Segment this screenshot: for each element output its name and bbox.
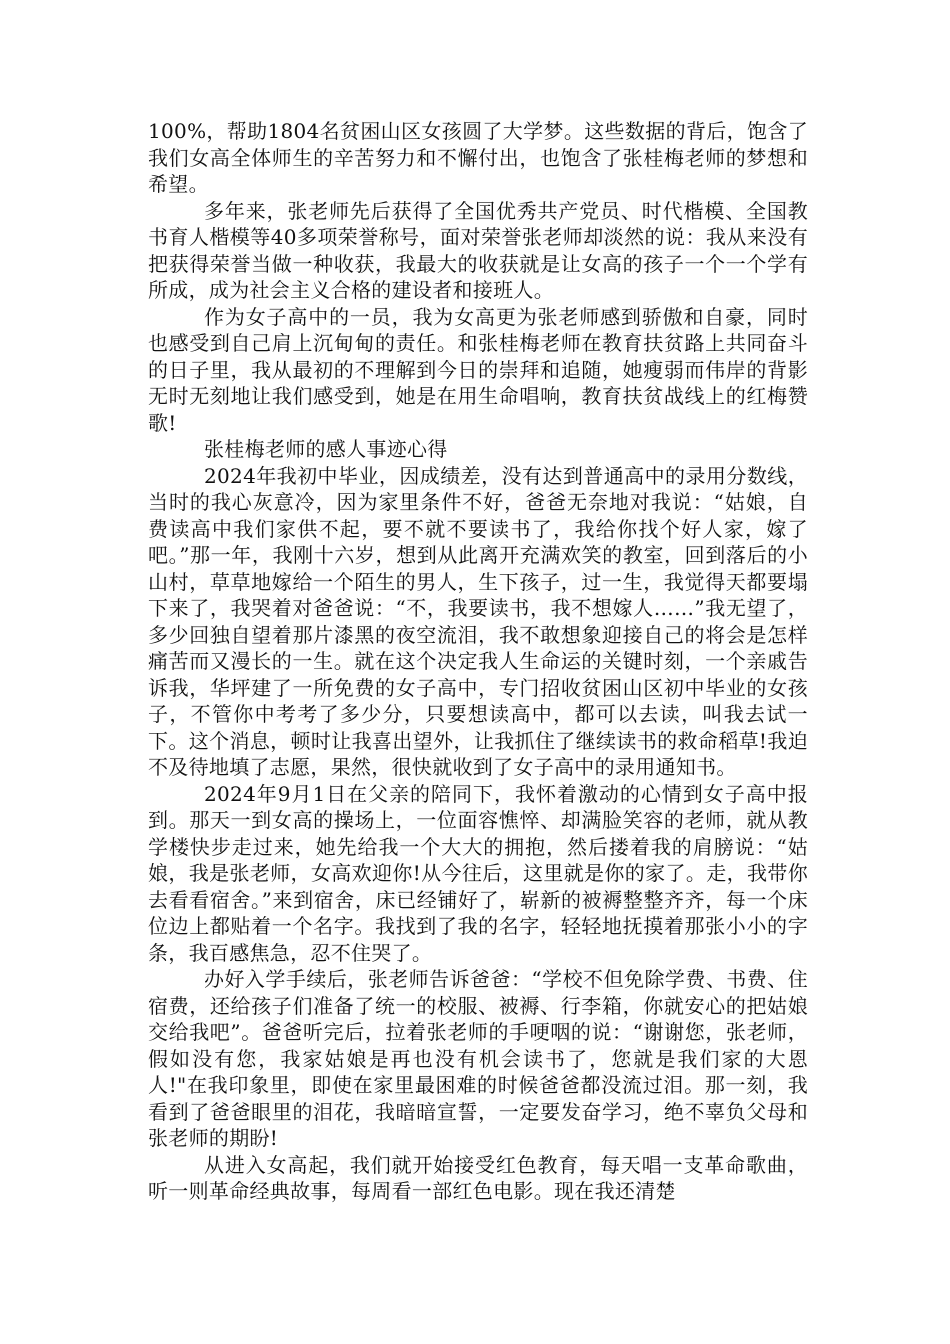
paragraph-red-education: 从进入女高起，我们就开始接受红色教育，每天唱一支革命歌曲，听一则革命经典故事，每周看一部红色电影。现在我还清楚 xyxy=(148,1152,808,1203)
paragraph-honors: 多年来，张老师先后获得了全国优秀共产党员、时代楷模、全国教书育人楷模等40多项荣誉称号，面对荣誉张老师却淡然的说：我从来没有把获得荣誉当做一种收获，我最大的收获就是让女高的孩子一个一个学有所成，成为社会主义合格的建设者和接班人。 xyxy=(148,198,808,302)
paragraph-graduation: 2024年我初中毕业，因成绩差，没有达到普通高中的录用分数线，当时的我心灰意冷，因为家里条件不好，爸爸无奈地对我说：“姑娘，自费读高中我们家供不起，要不就不要读书了，我给你找个好人家，嫁了吧。”那一年，我刚十六岁，想到从此离开充满欢笑的教室，回到落后的小山村，草草地嫁给一个陌生的男人，生下孩子，过一生，我觉得天都要塌下来了，我哭着对爸爸说：“不，我要读书，我不想嫁人……”我无望了，多少回独自望着那片漆黑的夜空流泪，我不敢想象迎接自己的将会是怎样痛苦而又漫长的一生。就在这个决定我人生命运的关键时刻，一个亲戚告诉我，华坪建了一所免费的女子高中，专门招收贫困山区初中毕业的女孩子，不管你中考考了多少分，只要想读高中，都可以去读，叫我去试一下。这个消息，顿时让我喜出望外，让我抓住了继续读书的救命稻草!我迫不及待地填了志愿，果然，很快就收到了女子高中的录用通知书。 xyxy=(148,463,808,779)
paragraph-pride: 作为女子高中的一员，我为女高更为张老师感到骄傲和自豪，同时也感受到自己肩上沉甸甸的责任。和张桂梅老师在教育扶贫路上共同奋斗的日子里，我从最初的不理解到今日的崇拜和追随，她瘦弱而伟岸的背影无时无刻地让我们感受到，她是在用生命唱响，教育扶贫战线上的红梅赞歌! xyxy=(148,304,808,435)
paragraph-enrollment: 2024年9月1日在父亲的陪同下，我怀着激动的心情到女子高中报到。那天一到女高的操场上，一位面容憔悴、却满脸笑容的老师，就从教学楼快步走过来，她先给我一个大大的拥抱，然后搂着我的肩膀说：“姑娘，我是张老师，女高欢迎你!从今往后，这里就是你的家了。走，我带你去看看宿舍。”来到宿舍，床已经铺好了，崭新的被褥整整齐齐，每一个床位边上都贴着一个名字。我找到了我的名字，轻轻地抚摸着那张小小的字条，我百感焦急，忍不住哭了。 xyxy=(148,781,808,965)
paragraph-father: 办好入学手续后，张老师告诉爸爸：“学校不但免除学费、书费、住宿费，还给孩子们准备了统一的校服、被褥、行李箱，你就安心的把姑娘交给我吧”。爸爸听完后，拉着张老师的手哽咽的说：“谢谢您，张老师，假如没有您，我家姑娘是再也没有机会读书了，您就是我们家的大恩人!"在我印象里，即使在家里最困难的时候爸爸都没流过泪。那一刻，我看到了爸爸眼里的泪花，我暗暗宣誓，一定要发奋学习，绝不辜负父母和张老师的期盼! xyxy=(148,967,808,1150)
document-body xyxy=(148,118,808,1205)
section-heading: 张桂梅老师的感人事迹心得 xyxy=(204,437,448,461)
paragraph-continuation: 100%，帮助1804名贫困山区女孩圆了大学梦。这些数据的背后，饱含了我们女高全体师生的辛苦努力和不懈付出，也饱含了张桂梅老师的梦想和希望。 xyxy=(148,119,808,196)
